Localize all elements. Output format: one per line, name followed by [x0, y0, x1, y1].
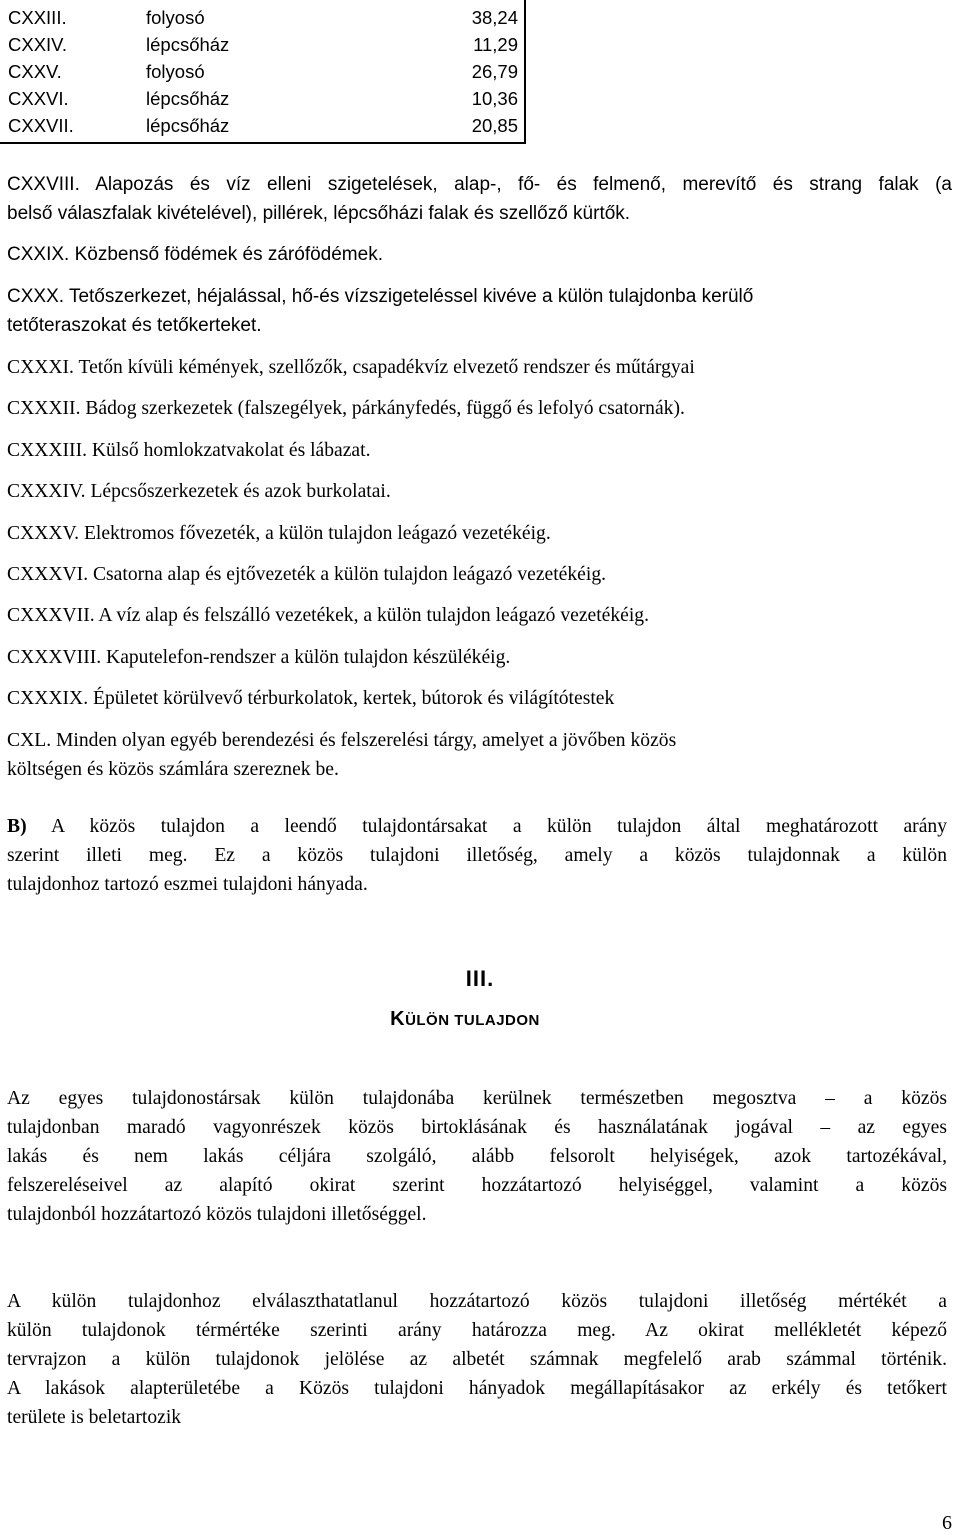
item-cxxx: [7, 282, 952, 340]
chapter-title-initial: K: [390, 1008, 406, 1030]
chapter-title-rest: ÜLÖN TULAJDON: [405, 1012, 540, 1029]
paragraph-line: lakás és nem lakás céljára szolgáló, alább felsorolt helyiségek, azok tartozékával,: [7, 1146, 947, 1167]
item-line: belső válaszfalak kivételével), pillérek, lépcsőházi falak és szellőző kürtők.: [7, 203, 631, 224]
room-area: 26,79: [471, 61, 518, 82]
table-row: [0, 86, 524, 112]
item-cxxix: [7, 240, 952, 269]
paragraph-line: tervrajzon a külön tulajdonok jelölése az albetét számnak megfelelő arab számmal történik.: [7, 1349, 947, 1370]
item-cxxxvii: [7, 601, 947, 630]
paragraph-line: Az egyes tulajdonostársak külön tulajdonába kerülnek természetben megosztva – a közös: [7, 1088, 947, 1109]
room-area: 20,85: [471, 115, 518, 136]
table-row: [0, 32, 524, 58]
item-line: CXXIX. Közbenső födémek és zárófödémek.: [7, 244, 383, 265]
item-line: tetőteraszokat és tetőkerteket.: [7, 315, 262, 336]
item-line: CXXXV. Elektromos fővezeték, a külön tulajdon leágazó vezetékéig.: [7, 523, 551, 544]
room-type: folyosó: [146, 7, 205, 28]
room-type: lépcsőház: [146, 34, 230, 55]
item-line: CXXXII. Bádog szerkezetek (falszegélyek, párkányfedés, függő és lefolyó csatornák).: [7, 398, 685, 419]
section-b-line: szerint illeti meg. Ez a közös tulajdoni illetőség, amely a közös tulajdonnak a külön: [7, 845, 947, 866]
item-line: CXXXI. Tetőn kívüli kémények, szellőzők, csapadékvíz elvezető rendszer és műtárgyai: [7, 357, 695, 378]
item-line: CXL. Minden olyan egyéb berendezési és felszerelési tárgy, amelyet a jövőben közös: [7, 730, 677, 751]
room-area: 10,36: [471, 88, 518, 109]
item-line: CXXVIII. Alapozás és víz elleni szigetelések, alap-, fő- és felmenő, merevítő és strang falak (a: [7, 174, 952, 195]
item-cxxxix: [7, 684, 947, 713]
paragraph-1: [7, 1084, 947, 1229]
section-b-text: A közös tulajdon a leendő tulajdontársakat a külön tulajdon által meghatározott arány: [50, 816, 947, 837]
item-line: CXXXVII. A víz alap és felszálló vezetékek, a külön tulajdon leágazó vezetékéig.: [7, 605, 649, 626]
paragraph-line: A lakások alapterületébe a Közös tulajdoni hányadok megállapításakor az erkély és tetőkert: [7, 1378, 947, 1399]
paragraph-line: A külön tulajdonhoz elválaszthatatlanul hozzátartozó közös tulajdoni illetőség mértékét a: [7, 1291, 947, 1312]
paragraph-line: felszereléseivel az alapító okirat szerint hozzátartozó helyiséggel, valamint a közös: [7, 1175, 947, 1196]
room-id: CXXVII.: [8, 115, 74, 136]
paragraph-2: [7, 1287, 947, 1432]
item-line: költségen és közös számlára szereznek be.: [7, 759, 339, 780]
section-b-line: [7, 812, 947, 841]
page-number: 6: [942, 1512, 952, 1534]
table-row: [0, 5, 524, 31]
item-line: CXXXVIII. Kaputelefon-rendszer a külön tulajdon készülékéig.: [7, 647, 511, 668]
room-table: [0, 0, 526, 144]
item-line: CXXXVI. Csatorna alap és ejtővezeték a külön tulajdon leágazó vezetékéig.: [7, 564, 607, 585]
item-line: CXXXIX. Épületet körülvevő térburkolatok, kertek, bútorok és világítótestek: [7, 688, 615, 709]
section-b-label: B): [7, 816, 27, 837]
table-row: [0, 113, 524, 139]
item-cxxxvi: [7, 560, 947, 589]
room-area: 11,29: [473, 34, 518, 55]
item-cxxxi: [7, 353, 947, 382]
section-b: [7, 812, 947, 899]
paragraph-line: külön tulajdonok térmértéke szerinti arány határozza meg. Az okirat mellékletét képező: [7, 1320, 947, 1341]
item-line: CXXX. Tetőszerkezet, héjalással, hő-és vízszigeteléssel kivéve a külön tulajdonba kerülő: [7, 286, 754, 307]
item-cxxxii: [7, 394, 947, 423]
paragraph-line: tulajdonból hozzátartozó közös tulajdoni illetőséggel.: [7, 1204, 427, 1225]
room-type: folyosó: [146, 61, 205, 82]
room-area: 38,24: [471, 7, 518, 28]
room-id: CXXVI.: [8, 88, 69, 109]
chapter-title: [0, 1008, 930, 1031]
item-line: CXXXIV. Lépcsőszerkezetek és azok burkolatai.: [7, 481, 391, 502]
item-cxxxv: [7, 519, 947, 548]
section-b-line: tulajdonhoz tartozó eszmei tulajdoni hányada.: [7, 874, 368, 895]
paragraph-line: területe is beletartozik: [7, 1407, 182, 1428]
item-line: CXXXIII. Külső homlokzatvakolat és lábazat.: [7, 440, 371, 461]
item-cxxxviii: [7, 643, 947, 672]
room-type: lépcsőház: [146, 115, 230, 136]
chapter-number: III.: [465, 966, 495, 991]
item-cxl: [7, 726, 947, 784]
item-cxxxiii: [7, 436, 947, 465]
room-id: CXXV.: [8, 61, 62, 82]
item-cxxxiv: [7, 477, 947, 506]
room-id: CXXIV.: [8, 34, 67, 55]
item-cxxviii: [7, 170, 952, 228]
room-type: lépcsőház: [146, 88, 230, 109]
paragraph-line: tulajdonban maradó vagyonrészek közös birtoklásának és használatának jogával – az egyes: [7, 1117, 947, 1138]
table-row: [0, 59, 524, 85]
room-id: CXXIII.: [8, 7, 67, 28]
